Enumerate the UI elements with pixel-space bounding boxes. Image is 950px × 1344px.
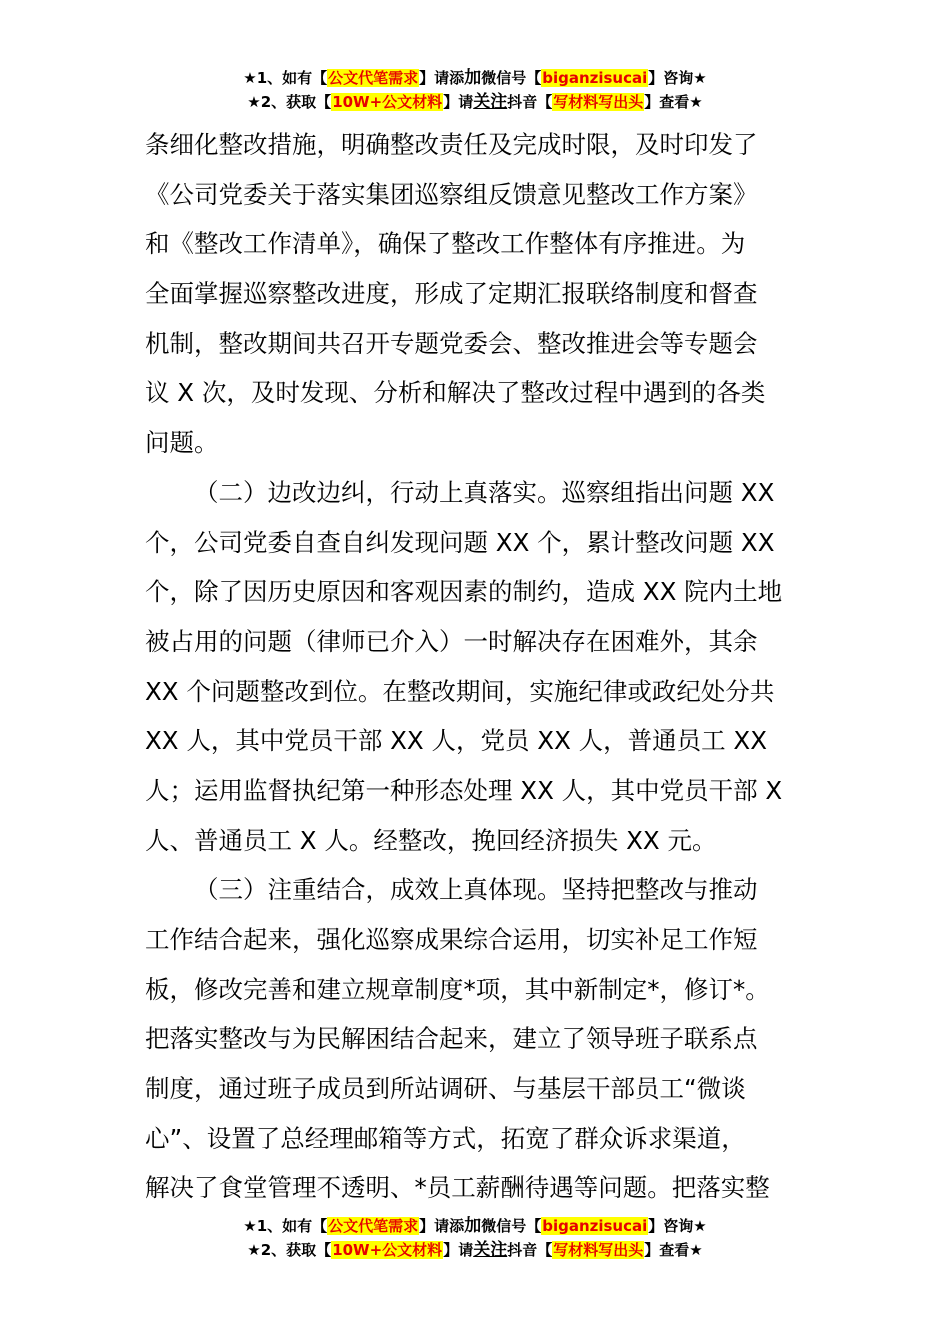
promo-line-2 <box>0 1238 950 1262</box>
promo-text: 微信号【 <box>481 1217 542 1235</box>
promo-text: 】请添 <box>419 69 465 87</box>
promo-text: 】查看★ <box>644 1241 703 1259</box>
promo-text: 关注 <box>473 1240 508 1260</box>
body-line: 问题。 <box>145 428 219 458</box>
body-line: 条细化整改措施，明确整改责任及完成时限，及时印发了 <box>145 130 758 159</box>
promo-text: 】查看★ <box>644 93 703 111</box>
promo-text: ★2、获取【 <box>247 93 332 111</box>
promo-highlight: 公文代笔需求 <box>328 1217 419 1235</box>
promo-text: 微信号【 <box>481 69 542 87</box>
body-line: 工作结合起来，强化巡察成果综合运用，切实补足工作短 <box>145 925 758 954</box>
body-line: 全面掌握巡察整改进度，形成了定期汇报联络制度和督查 <box>145 279 758 309</box>
promo-wechat-id: biganzisucai <box>542 1217 648 1235</box>
body-line: 被占用的问题（律师已介入）一时解决存在困难外，其余 <box>145 626 758 656</box>
promo-highlight: 10W+公文材料 <box>332 93 443 111</box>
body-line: XX 人，其中党员干部 XX 人，党员 XX 人，普通员工 XX <box>145 726 767 756</box>
document-body <box>145 120 807 1213</box>
promo-highlight: 10W+公文材料 <box>332 1241 443 1259</box>
body-line: 把落实整改与为民解困结合起来，建立了领导班子联系点 <box>145 1024 758 1054</box>
promo-text: ★2、获取【 <box>247 1241 332 1259</box>
promo-text: ★1、如有【 <box>243 69 328 87</box>
footer-promo-banner <box>0 1214 950 1262</box>
body-line: 解决了食堂管理不透明、*员工薪酬待遇等问题。把落实整 <box>145 1173 770 1203</box>
promo-wechat-id: biganzisucai <box>542 69 648 87</box>
body-line: 心”、设置了总经理邮箱等方式，拓宽了群众诉求渠道， <box>145 1123 746 1153</box>
promo-text: 关注 <box>473 92 508 112</box>
promo-text: 】请 <box>443 1241 474 1259</box>
promo-line-2 <box>0 90 950 114</box>
body-line: 人；运用监督执纪第一种形态处理 XX 人，其中党员干部 X <box>145 775 783 805</box>
promo-line-1 <box>0 1214 950 1238</box>
body-line: XX 个问题整改到位。在整改期间，实施纪律或政纪处分共 <box>145 676 775 706</box>
promo-text: 加 <box>464 68 482 88</box>
promo-highlight: 写材料写出头 <box>553 1241 644 1259</box>
header-promo-banner <box>0 66 950 114</box>
body-line: 个，除了因历史原因和客观因素的制约，造成 XX 院内土地 <box>145 577 783 607</box>
promo-text: 】请 <box>443 93 474 111</box>
body-line: 人、普通员工 X 人。经整改，挽回经济损失 XX 元。 <box>145 825 717 855</box>
body-line: 议 X 次，及时发现、分析和解决了整改过程中遇到的各类 <box>145 378 766 408</box>
body-line: 和《整改工作清单》，确保了整改工作整体有序推进。为 <box>145 229 746 259</box>
promo-text: 抖音【 <box>507 93 553 111</box>
promo-text: ★1、如有【 <box>243 1217 328 1235</box>
promo-text: 抖音【 <box>507 1241 553 1259</box>
promo-text: 】咨询★ <box>648 1217 707 1235</box>
promo-highlight: 公文代笔需求 <box>328 69 419 87</box>
body-line: 制度，通过班子成员到所站调研、与基层干部员工“微谈 <box>145 1074 746 1104</box>
promo-text: 】咨询★ <box>648 69 707 87</box>
promo-highlight: 写材料写出头 <box>553 93 644 111</box>
body-line: 《公司党委关于落实集团巡察组反馈意见整改工作方案》 <box>145 179 758 209</box>
section-heading-line: （二）边改边纠，行动上真落实。巡察组指出问题 XX <box>194 477 775 507</box>
promo-text: 加 <box>464 1216 482 1236</box>
promo-line-1 <box>0 66 950 90</box>
promo-text: 】请添 <box>419 1217 465 1235</box>
body-line: 机制，整改期间共召开专题党委会、整改推进会等专题会 <box>145 328 758 358</box>
body-line: 个，公司党委自查自纠发现问题 XX 个，累计整改问题 XX <box>145 527 775 557</box>
body-line: 板，修改完善和建立规章制度*项，其中新制定*，修订*。 <box>145 974 770 1004</box>
section-heading-line: （三）注重结合，成效上真体现。坚持把整改与推动 <box>194 875 758 905</box>
